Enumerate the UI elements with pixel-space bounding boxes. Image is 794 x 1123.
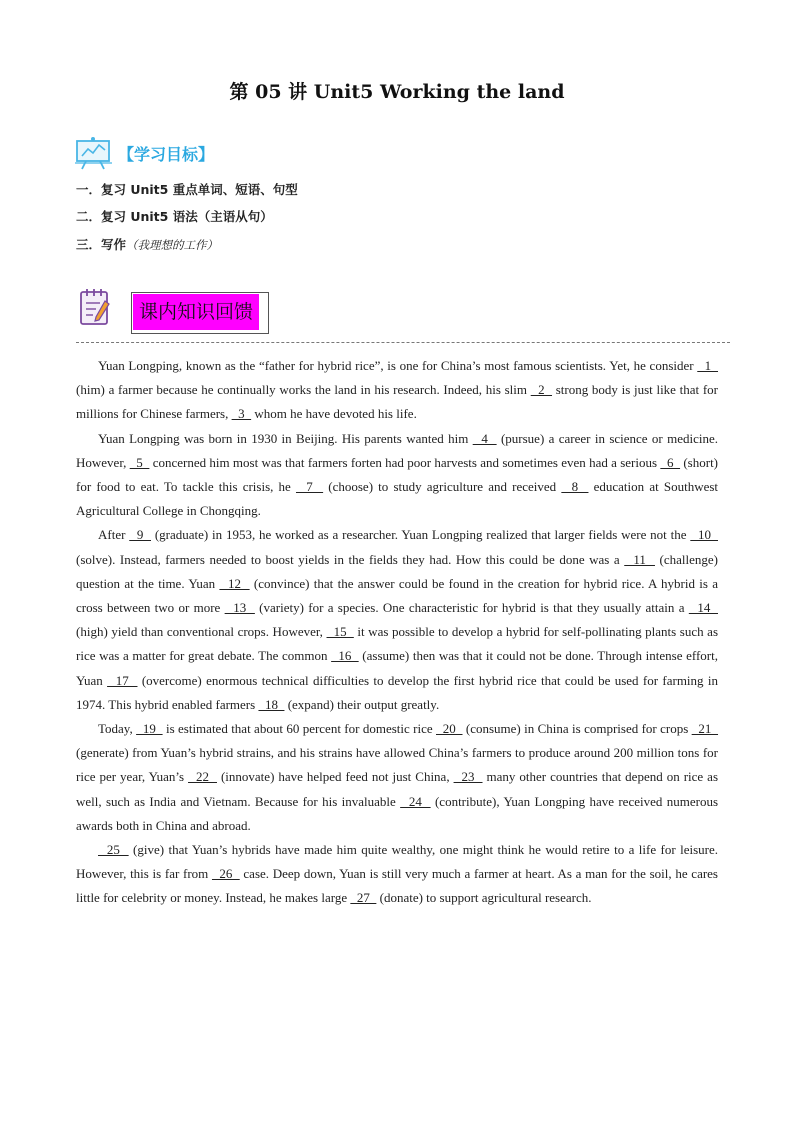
passage-text: (short) for food to eat. To tackle this crisis, he [76, 454, 719, 495]
answer-blank[interactable]: 8 [561, 479, 589, 495]
answer-blank[interactable]: 23 [453, 769, 483, 785]
section-label: 课内知识回馈 [133, 294, 259, 330]
passage-paragraph [76, 717, 718, 838]
answer-blank[interactable]: 19 [136, 721, 163, 737]
passage-paragraph [76, 838, 718, 911]
passage-text: (donate) to support agricultural research. [376, 890, 592, 906]
passage-text: strong body is just like that for millions for Chinese farmers, [76, 382, 718, 422]
dotted-divider [76, 342, 730, 343]
answer-blank[interactable]: 10 [690, 527, 718, 543]
passage-text: (assume) then was that it could not be done. Through intense effort, Yuan [76, 648, 718, 688]
answer-blank[interactable]: 15 [326, 624, 354, 640]
passage-text: (solve). Instead, farmers needed to boost yields in the fields they had. How this could be done was a [76, 551, 625, 567]
passage-text: (overcome) enormous technical difficulties to develop the first hybrid rice that could be used for farming in 1974. This hybrid enabled farmers [76, 672, 719, 712]
answer-blank[interactable]: 27 [350, 890, 377, 906]
answer-blank[interactable]: 12 [219, 575, 250, 591]
answer-blank[interactable]: 4 [472, 430, 497, 446]
passage-text: (high) yield than conventional crops. However, [76, 624, 327, 640]
answer-blank[interactable]: 13 [224, 600, 255, 616]
passage-text: (contribute), Yuan Longping have received numerous awards both in China and abroad. [76, 793, 719, 833]
passage-paragraph [76, 354, 718, 427]
notebook-pencil-icon [78, 287, 112, 327]
passage-text: (graduate) in 1953, he worked as a researcher. Yuan Longping realized that larger fields were not the [151, 527, 691, 543]
passage-text: After [98, 527, 130, 543]
passage-text: (innovate) have helped feed not just China, [216, 769, 454, 785]
passage-text: (choose) to study agriculture and received [323, 479, 562, 495]
goal-item-2: 二．复习 Unit5 语法（主语从句） [76, 209, 273, 224]
passage-text: (consume) in China is comprised for crops [462, 721, 692, 737]
answer-blank[interactable]: 1 [697, 358, 719, 373]
learning-goals-heading: 【学习目标】 [118, 145, 215, 164]
passage-text: it was possible to develop a hybrid for self-pollinating plants such as rice was a matter for great debate. The common [76, 624, 719, 664]
passage-text: is estimated that about 60 percent for domestic rice [162, 721, 436, 737]
passage-text: many other countries that depend on rice as well, such as India and Vietnam. Because for his invaluable [76, 769, 718, 809]
answer-blank[interactable]: 11 [624, 551, 655, 567]
answer-blank[interactable]: 21 [691, 721, 719, 737]
whiteboard-icon [74, 136, 114, 172]
answer-blank[interactable]: 16 [331, 648, 359, 664]
answer-blank[interactable]: 25 [98, 842, 129, 858]
passage-paragraph [76, 427, 718, 524]
answer-blank[interactable]: 6 [660, 454, 681, 470]
passage-text: (give) that Yuan’s hybrids have made him quite wealthy, one might think he would retire to a life for leisure. However, this is far from [76, 842, 718, 882]
answer-blank[interactable]: 22 [188, 769, 217, 785]
passage-text: Yuan Longping was born in 1930 in Beijing. His parents wanted him [98, 430, 473, 446]
answer-blank[interactable]: 7 [295, 479, 324, 495]
answer-blank[interactable]: 20 [436, 721, 463, 737]
goal-item-3: 三．写作（我理想的工作） [76, 237, 219, 252]
passage-text: (convince) that the answer could be found in the creation for hybrid rice. A hybrid is a cross between two or more [76, 575, 718, 616]
passage-text: (expand) their output greatly. [284, 696, 440, 712]
answer-blank[interactable]: 14 [688, 600, 718, 616]
answer-blank[interactable]: 24 [400, 793, 431, 809]
goal-item-1: 一．复习 Unit5 重点单词、短语、句型 [76, 182, 298, 197]
page-title: 第 05 讲 Unit5 Working the land [229, 81, 565, 103]
answer-blank[interactable]: 26 [211, 866, 240, 882]
answer-blank[interactable]: 3 [231, 406, 252, 422]
passage-text: concerned him most was that farmers forten had poor harvests and sometimes even had a serious [149, 454, 661, 470]
passage-text: (generate) from Yuan’s hybrid strains, and his strains have allowed China’s farmers to produce around 200 million tons for rice per year, Yuan’s [76, 745, 718, 785]
passage-text: Today, [98, 721, 137, 737]
answer-blank[interactable]: 18 [258, 696, 285, 712]
passage-text: case. Deep down, Yuan is still very much a farmer at heart. As a man for the soil, he cares little for celebrity or money. Instead, he makes large [76, 866, 718, 906]
passage-text: whom he have devoted his life. [251, 406, 417, 422]
answer-blank[interactable]: 5 [129, 454, 150, 470]
answer-blank[interactable]: 2 [530, 382, 553, 398]
passage-text: (variety) for a species. One characteristic for hybrid is that they usually attain a [254, 600, 689, 616]
passage-text: (challenge) question at the time. Yuan [76, 551, 718, 591]
passage-text: education at Southwest Agricultural College in Chongqing. [76, 479, 719, 519]
answer-blank[interactable]: 9 [129, 527, 151, 543]
passage-text: (him) a farmer because he continually works the land in his research. Indeed, his slim [76, 382, 531, 398]
cloze-passage [76, 354, 718, 911]
answer-blank[interactable]: 17 [107, 672, 138, 688]
passage-text: Yuan Longping, known as the “father for hybrid rice”, is one for China’s most famous scientists. Yet, he consider [98, 358, 698, 373]
passage-paragraph [76, 523, 718, 717]
passage-text: (pursue) a career in science or medicine. However, [76, 430, 718, 470]
